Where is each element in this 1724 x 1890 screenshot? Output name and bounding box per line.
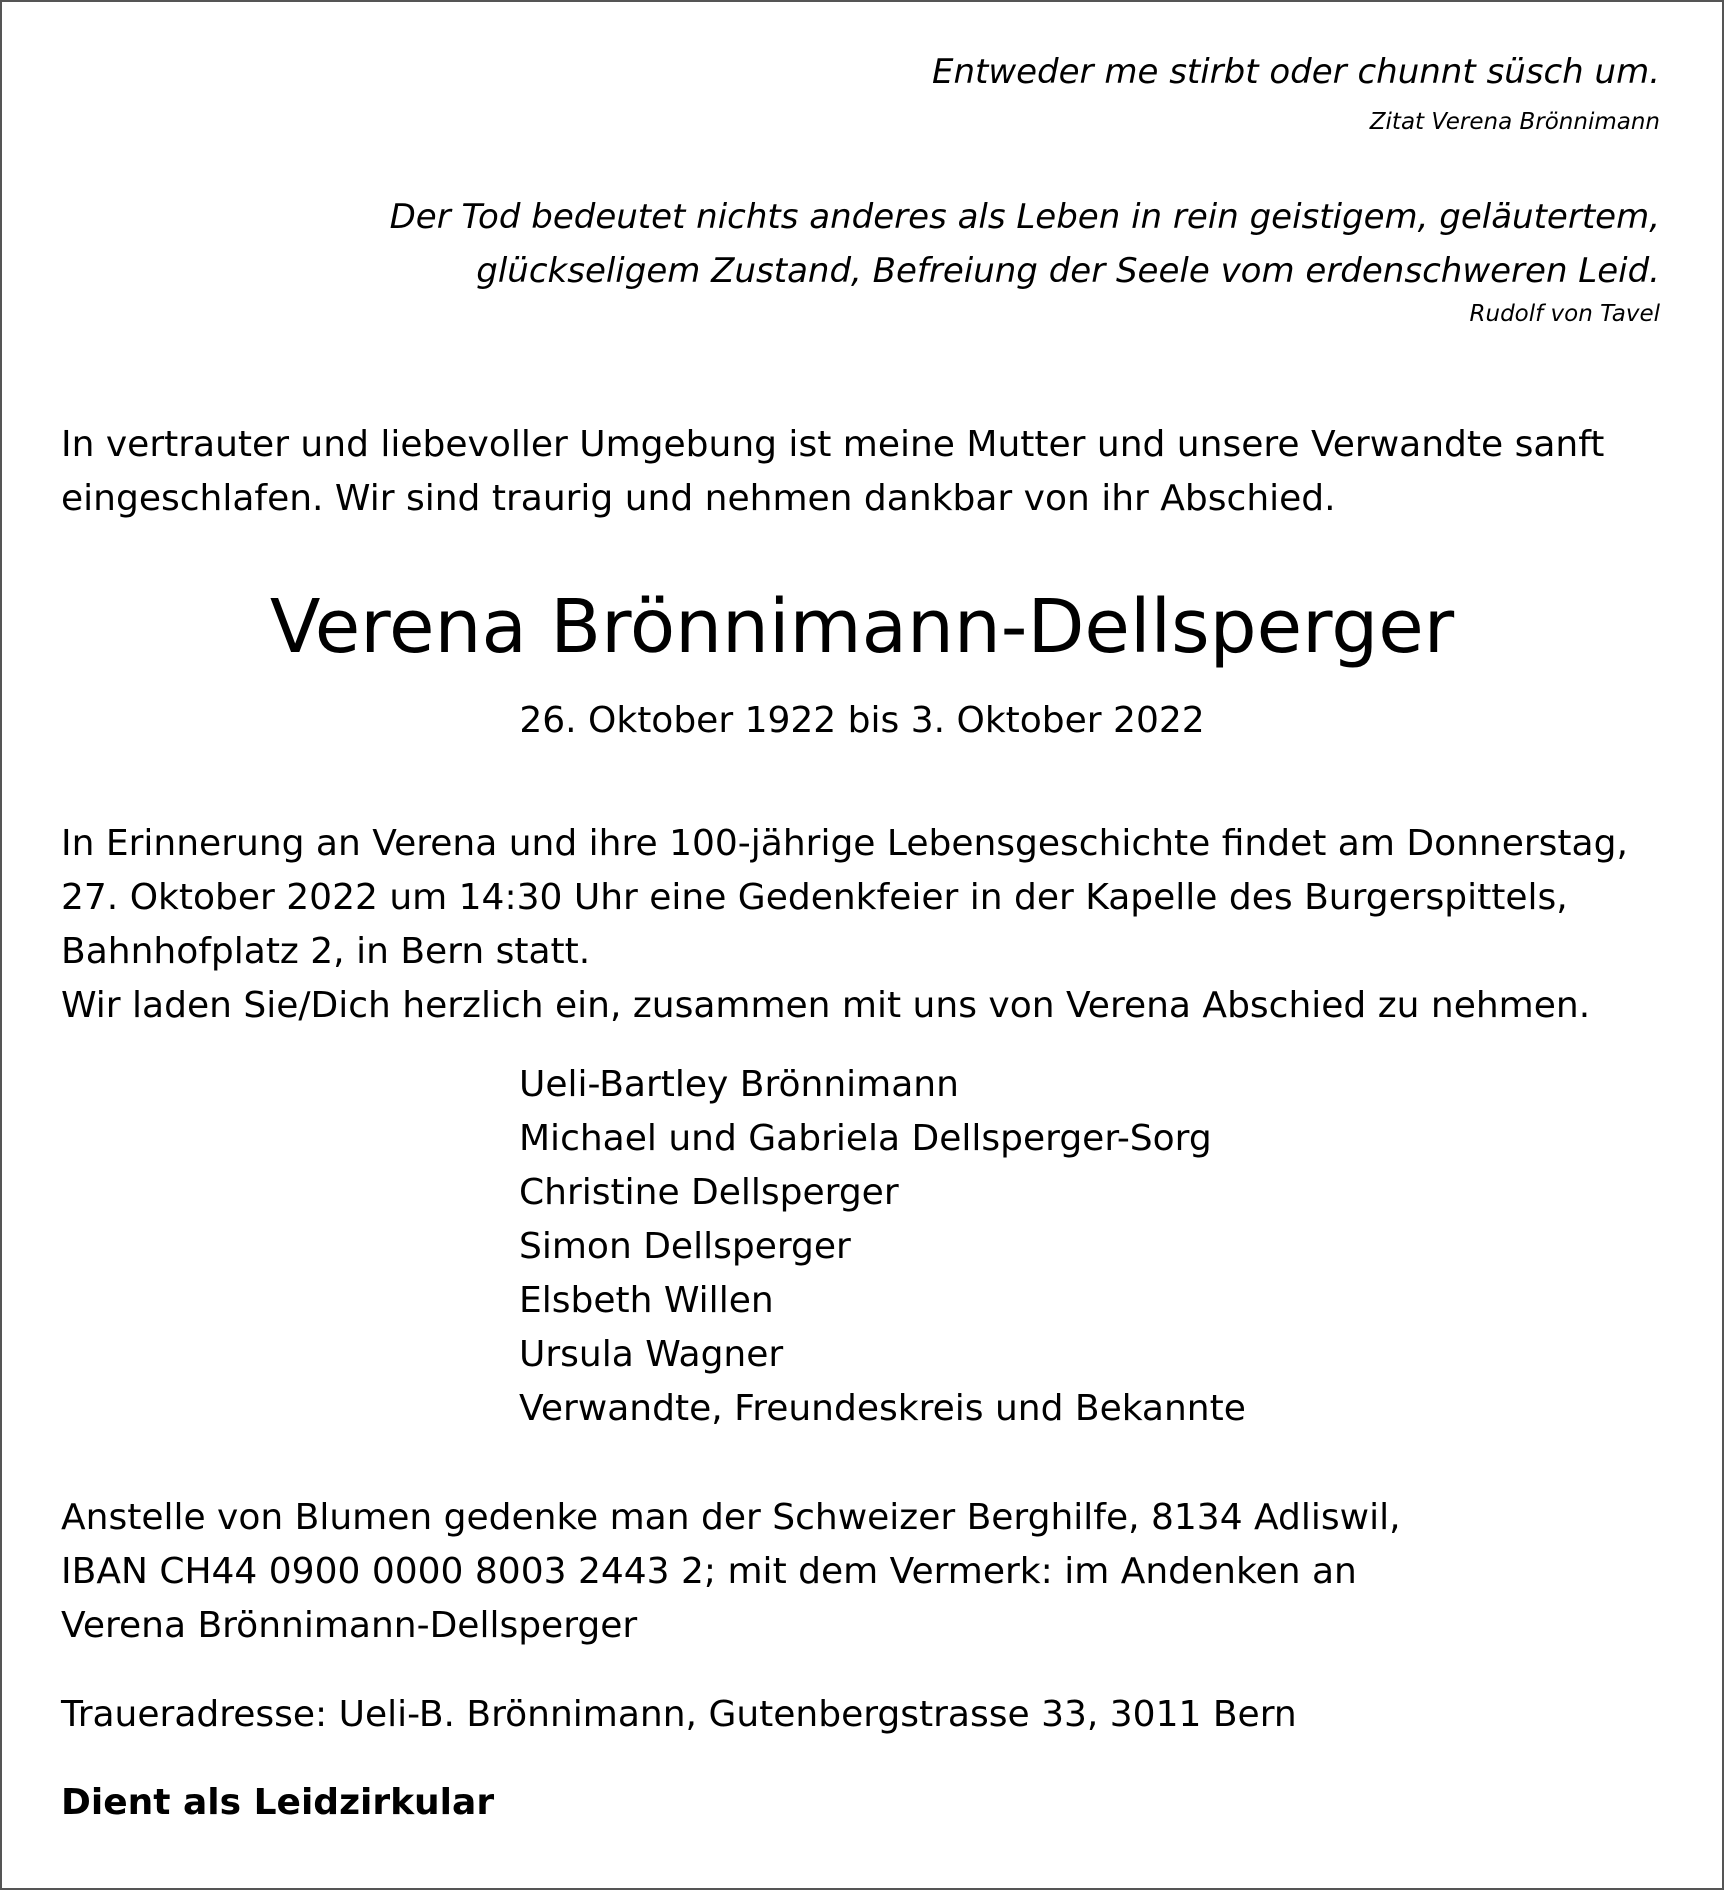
- quote-2-text: [390, 190, 1660, 298]
- mourner-name: Ueli-Bartley Brönnimann: [519, 1064, 959, 1105]
- deceased-name: Verena Brönnimann-Dellsperger: [269, 584, 1455, 670]
- quote-1-author: Zitat Verena Brönnimann: [1369, 109, 1660, 135]
- memorial-line: Bahnhofplatz 2, in Bern statt.: [61, 931, 591, 972]
- quote-1-line: Entweder me stirbt oder chunnt süsch um.: [931, 52, 1660, 92]
- mourning-address: Traueradresse: Ueli-B. Brönnimann, Gutenbergstrasse 33, 3011 Bern: [61, 1694, 1297, 1735]
- memorial-line: Wir laden Sie/Dich herzlich ein, zusammen mit uns von Verena Abschied zu nehmen.: [61, 985, 1591, 1026]
- donation-line: IBAN CH44 0900 0000 8003 2443 2; mit dem Vermerk: im Andenken an: [61, 1551, 1357, 1592]
- mourners-list: [519, 1058, 1246, 1436]
- mourner-name: Christine Dellsperger: [519, 1172, 899, 1213]
- mourner-name: Simon Dellsperger: [519, 1226, 851, 1267]
- quote-2-line: Der Tod bedeutet nichts anderes als Leben in rein geistigem, geläutertem,: [389, 197, 1660, 237]
- mourner-name: Verwandte, Freundeskreis und Bekannte: [519, 1388, 1246, 1429]
- memorial-paragraph: [61, 817, 1628, 1033]
- donation-line: Anstelle von Blumen gedenke man der Schweizer Berghilfe, 8134 Adliswil,: [61, 1497, 1401, 1538]
- mourner-name: Ursula Wagner: [519, 1334, 784, 1375]
- intro-line: In vertrauter und liebevoller Umgebung ist meine Mutter und unsere Verwandte sanft: [61, 424, 1605, 465]
- memorial-line: In Erinnerung an Verena und ihre 100-jährige Lebensgeschichte findet am Donnerstag,: [61, 823, 1628, 864]
- intro-paragraph: [61, 418, 1604, 526]
- quote-2-line: glückseligem Zustand, Befreiung der Seele vom erdenschweren Leid.: [476, 251, 1660, 291]
- donation-paragraph: [61, 1491, 1401, 1653]
- life-dates: 26. Oktober 1922 bis 3. Oktober 2022: [519, 700, 1205, 741]
- intro-line: eingeschlafen. Wir sind traurig und nehmen dankbar von ihr Abschied.: [61, 478, 1336, 519]
- donation-line: Verena Brönnimann-Dellsperger: [61, 1605, 638, 1646]
- mourner-name: Michael und Gabriela Dellsperger-Sorg: [519, 1118, 1212, 1159]
- memorial-line: 27. Oktober 2022 um 14:30 Uhr eine Gedenkfeier in der Kapelle des Burgerspittels,: [61, 877, 1568, 918]
- quote-2-author: Rudolf von Tavel: [1469, 301, 1660, 327]
- footer-note: Dient als Leidzirkular: [61, 1782, 495, 1823]
- mourner-name: Elsbeth Willen: [519, 1280, 774, 1321]
- quote-1-text: [932, 52, 1660, 93]
